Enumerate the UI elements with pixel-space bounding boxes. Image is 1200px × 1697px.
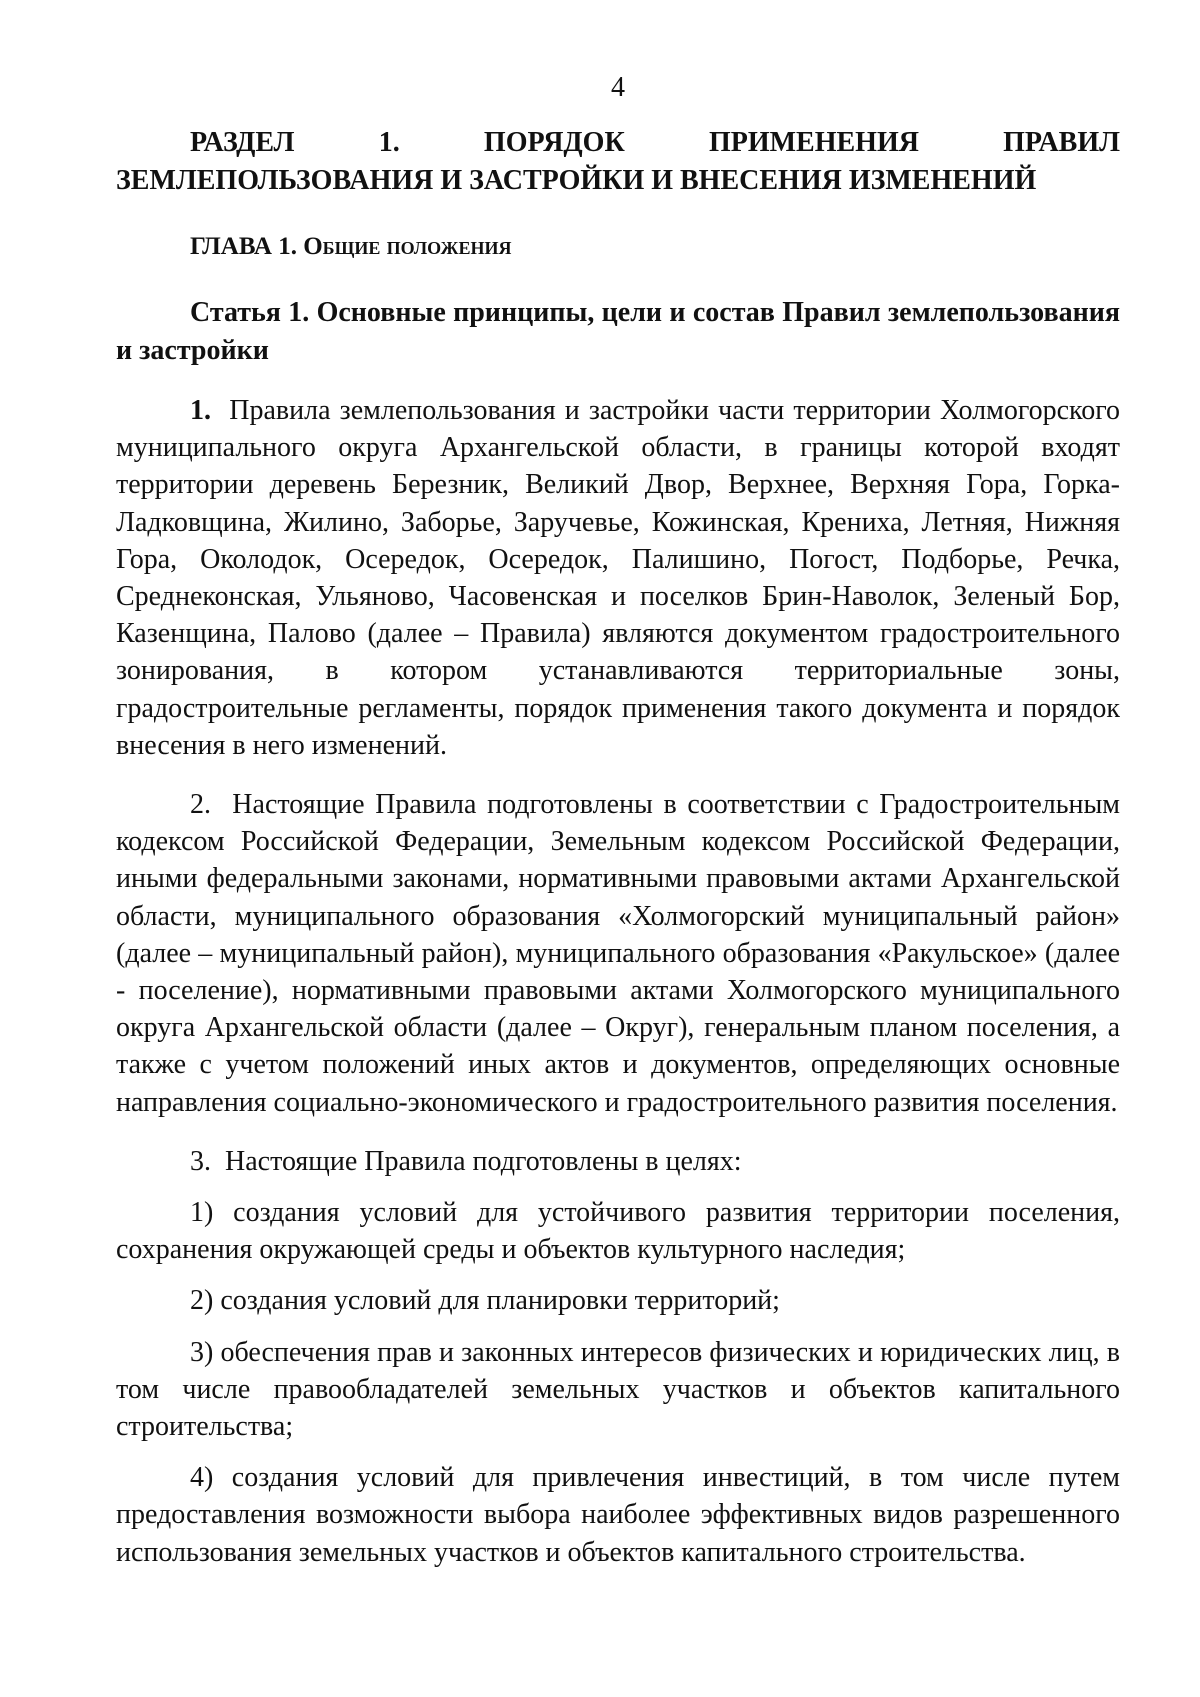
paragraph-3 <box>116 1143 1120 1180</box>
paragraph-number: 2. <box>190 789 211 821</box>
page-content <box>116 64 1120 1571</box>
chapter-name: Общие положения <box>303 233 512 260</box>
paragraph-text: Настоящие Правила подготовлены в соответствии с Градостроительным кодексом Российской Федерации, Земельным кодексом Российской Федерации, иными федеральными законами, нормативными правовыми актами Архангельской области, муниципального образования «Холмогорский муниципальный район» (далее – муниципальный район), муниципального образования «Ракульское» (далее - поселение), нормативными правовыми актами Холмогорского муниципального округа Архангельской области (далее – Округ), генеральным планом поселения, а также с учетом положений иных актов и документов, определяющих основные направления социально-экономического и градостроительного развития поселения. <box>116 789 1121 1118</box>
paragraph-text: Настоящие Правила подготовлены в целях: <box>225 1145 742 1177</box>
paragraph-text: Правила землепользования и застройки части территории Холмогорского муниципального округа Архангельской области, в границы которой входят территории деревень Березник, Великий Двор, Верхнее, Верхняя Гора, Горка-Ладковщина, Жилино, Заборье, Заручевье, Кожинская, Крениха, Летняя, Нижняя Гора, Околодок, Осередок, Осередок, Палишино, Погост, Подборье, Речка, Среднеконская, Ульяново, Часовенская и поселков Брин-Наволок, Зеленый Бор, Казенщина, Палово (далее – Правила) являются документом градостроительного зонирования, в котором устанавливаются территориальные зоны, градостроительные регламенты, порядок применения такого документа и порядок внесения в него изменений. <box>116 395 1120 761</box>
goal-item: 1) создания условий для устойчивого развития территории поселения, сохранения окружающей среды и объектов культурного наследия; <box>116 1197 1120 1266</box>
goal-item: 3) обеспечения прав и законных интересов физических и юридических лиц, в том числе правообладателей земельных участков и объектов капитального строительства; <box>116 1336 1120 1443</box>
chapter-title <box>116 228 1120 266</box>
paragraph-number: 3. <box>190 1145 211 1177</box>
chapter-prefix: ГЛАВА 1. <box>190 233 297 260</box>
section-title-line2: ЗЕМЛЕПОЛЬЗОВАНИЯ И ЗАСТРОЙКИ И ВНЕСЕНИЯ ИЗМЕНЕНИЙ <box>116 165 1037 196</box>
page-number: 4 <box>611 72 625 103</box>
goal-item: 2) создания условий для планировки территорий; <box>190 1285 780 1317</box>
paragraph-2 <box>116 786 1120 1121</box>
section-title-line1: РАЗДЕЛ 1. ПОРЯДОК ПРИМЕНЕНИЯ ПРАВИЛ <box>190 127 1120 158</box>
paragraph-1 <box>116 392 1120 764</box>
section-title <box>116 124 1120 200</box>
paragraph-number: 1. <box>190 395 211 426</box>
goal-item: 4) создания условий для привлечения инвестиций, в том числе путем предоставления возможности выбора наиболее эффективных видов разрешенного использования земельных участков и объектов капитального строительства. <box>116 1462 1120 1568</box>
article-title: Статья 1. Основные принципы, цели и состав Правил землепользования и застройки <box>116 297 1120 366</box>
